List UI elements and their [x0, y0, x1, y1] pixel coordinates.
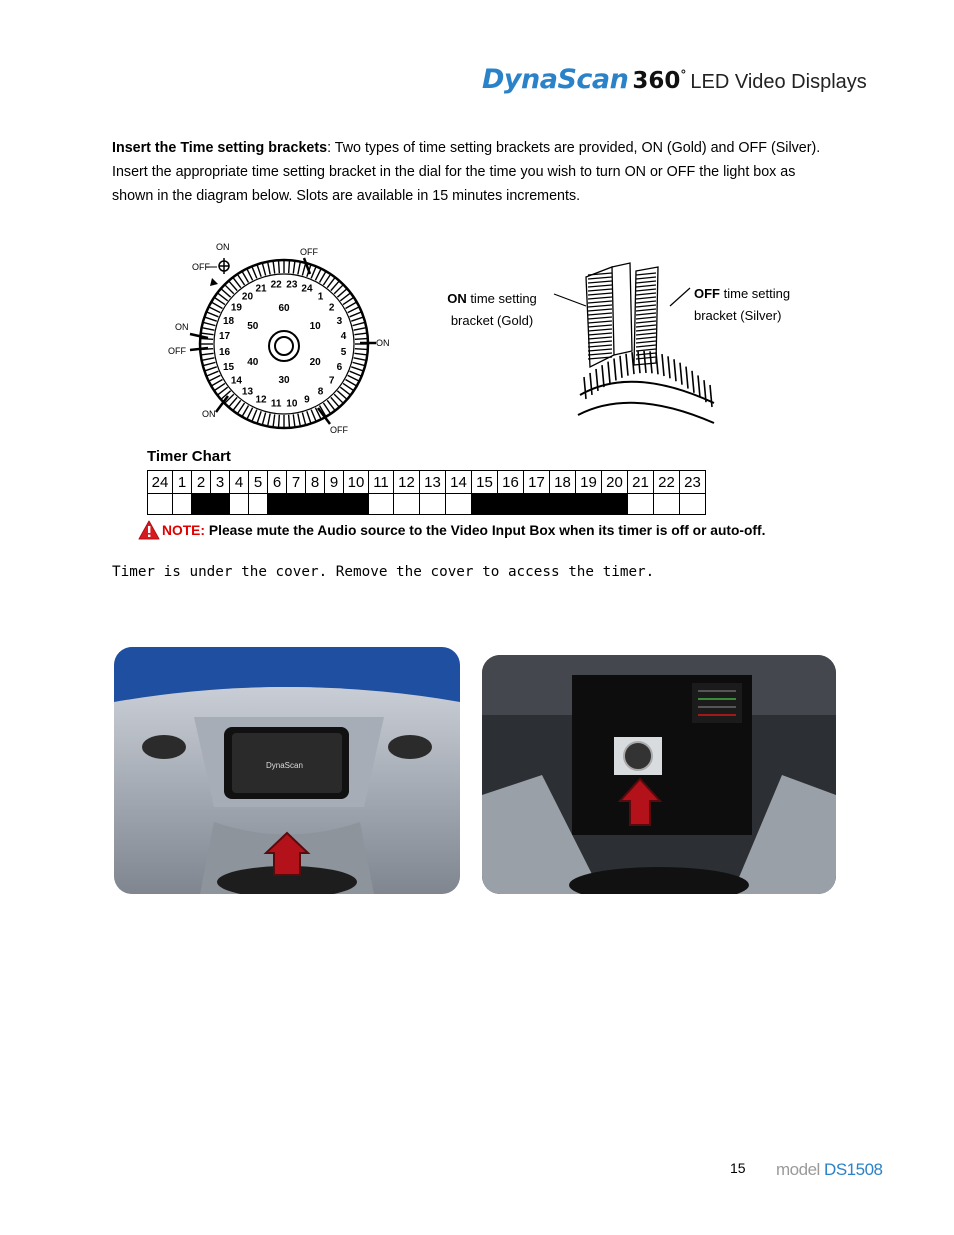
dial-tick [298, 263, 300, 275]
dial-tick [331, 397, 339, 406]
timer-hour-cell: 18 [550, 471, 576, 494]
dial-tick [311, 267, 316, 278]
switch-off-label: OFF [192, 262, 210, 272]
timer-hour-cell: 3 [211, 471, 230, 494]
timer-hour-cell: 10 [344, 471, 369, 494]
dial-tick [289, 415, 290, 427]
dial-hour-number: 6 [336, 361, 343, 373]
dial-tick [210, 375, 221, 380]
dial-tick [279, 261, 280, 273]
dial-tick [337, 391, 346, 399]
dial-tick [268, 263, 270, 275]
switch-on-label: ON [216, 242, 230, 252]
dial-hour-number: 10 [286, 398, 298, 410]
dial-tick [243, 405, 249, 415]
timer-slot-cell[interactable] [369, 494, 394, 515]
dial-tick [343, 383, 353, 390]
dial-tick [233, 400, 240, 410]
dial-tick [252, 410, 257, 421]
dial-tick [215, 298, 225, 305]
dial-hour-number: 7 [328, 375, 335, 387]
timer-hour-cell: 13 [420, 471, 446, 494]
dial-minute-number: 40 [247, 357, 259, 368]
dial-tick [337, 289, 346, 297]
dial-hour-number: 22 [270, 279, 282, 291]
dial-label-on-right: ON [376, 338, 390, 348]
dial-label-off-bottom: OFF [330, 425, 348, 435]
dial-tick [334, 394, 342, 402]
timer-slot-cell[interactable] [268, 494, 287, 515]
dial-tick [229, 282, 237, 291]
timer-hour-cell: 7 [287, 471, 306, 494]
dial-tick [302, 264, 305, 276]
dial-hour-number: 16 [218, 346, 231, 358]
dial-tick [243, 272, 249, 282]
dial-tick [210, 307, 221, 312]
timer-chart-table [147, 470, 706, 515]
timer-hour-cell: 12 [394, 471, 420, 494]
timer-slot-cell[interactable] [148, 494, 173, 515]
dial-tick [268, 414, 270, 426]
dial-tick [354, 328, 366, 330]
dial-tick [293, 262, 295, 274]
timer-slot-cell[interactable] [602, 494, 628, 515]
dial-hour-number: 19 [230, 302, 242, 314]
dial-tick [345, 380, 355, 386]
dial-label-on-left: ON [175, 322, 189, 332]
dial-tick [348, 375, 359, 380]
dial-tick [233, 278, 240, 288]
dial-tick [354, 333, 366, 335]
dial-tick [218, 387, 228, 394]
dial-tick [307, 411, 311, 422]
dial-tick [205, 317, 216, 321]
on-bracket-callout: ON time setting bracket (Gold) [447, 291, 537, 328]
pointer-icon [210, 278, 218, 286]
intro-bold-lead: Insert the Time setting brackets [112, 140, 328, 156]
dial-hour-number: 8 [317, 386, 324, 398]
timer-slot-cell[interactable] [654, 494, 680, 515]
dial-tick [350, 312, 361, 317]
dial-tick [212, 380, 222, 386]
dial-tick [202, 353, 214, 355]
dial-tick [204, 323, 216, 326]
dial-tick [257, 411, 261, 422]
dial-tick [351, 317, 362, 321]
dial-minute-number: 10 [309, 321, 321, 332]
timer-slot-cell[interactable] [394, 494, 420, 515]
timer-slot-cell[interactable] [446, 494, 472, 515]
dial-minute-number: 50 [247, 321, 259, 332]
timer-hours-row [148, 471, 706, 494]
off-bracket-callout: OFF time setting bracket (Silver) [694, 286, 791, 323]
timer-hour-cell: 2 [192, 471, 211, 494]
dial-tick [229, 397, 237, 406]
dial-hour-number: 15 [223, 361, 235, 373]
dial-tick [247, 270, 252, 281]
warning-icon [138, 520, 160, 540]
timer-hour-cell: 23 [680, 471, 706, 494]
timer-slot-cell[interactable] [249, 494, 268, 515]
timer-hour-cell: 24 [148, 471, 173, 494]
dial-tick [202, 333, 214, 335]
dial-tick [348, 307, 359, 312]
timer-hour-cell: 16 [498, 471, 524, 494]
dial-hour-number: 4 [340, 331, 347, 343]
timer-slot-cell[interactable] [576, 494, 602, 515]
dial-hour-number: 21 [255, 283, 267, 295]
note-line [138, 520, 765, 540]
timer-slot-cell[interactable] [192, 494, 211, 515]
dial-tick [238, 275, 245, 285]
dial-tick [320, 272, 326, 282]
timer-hour-cell: 4 [230, 471, 249, 494]
dial-tick [327, 278, 334, 288]
dial-tick [205, 367, 216, 371]
input-box-logo: DynaScan [266, 761, 303, 770]
dial-hour-number: 1 [317, 291, 324, 303]
dial-tick [263, 264, 266, 276]
dial-tick [334, 285, 342, 293]
dial-tick [273, 262, 275, 274]
dial-tick [315, 270, 320, 281]
dial-tick [327, 400, 334, 410]
dial-minute-number: 30 [278, 375, 290, 386]
dial-tick [203, 358, 215, 360]
timer-slot-cell[interactable] [524, 494, 550, 515]
dial-tick [238, 403, 245, 413]
dial-tick [218, 293, 228, 300]
timer-hour-cell: 20 [602, 471, 628, 494]
dial-minute-number: 20 [309, 357, 321, 368]
note-label: NOTE: [162, 522, 205, 538]
intro-paragraph [112, 136, 832, 208]
timer-hour-cell: 19 [576, 471, 602, 494]
timer-hour-cell: 9 [325, 471, 344, 494]
dial-tick [247, 408, 252, 419]
dial-tick [263, 413, 266, 425]
dial-tick [350, 371, 361, 376]
dial-tick [222, 289, 231, 297]
timer-chart-title: Timer Chart [147, 448, 231, 465]
dial-tick [204, 362, 216, 365]
timer-description: Timer is under the cover. Remove the cover to access the timer. [112, 564, 655, 580]
page-number: 15 [730, 1160, 746, 1176]
photo-timer-view [482, 655, 836, 894]
timer-slot-cell[interactable] [628, 494, 654, 515]
dial-tick [293, 414, 295, 426]
dial-tick [331, 282, 339, 291]
dial-hour-number: 12 [255, 394, 267, 406]
dial-tick [355, 339, 367, 340]
timer-slot-cell[interactable] [325, 494, 344, 515]
timer-slot-cell[interactable] [550, 494, 576, 515]
dial-tick [354, 353, 366, 355]
dial-tick [353, 323, 365, 326]
dial-tick [340, 293, 350, 300]
timer-marks-row [148, 494, 706, 515]
note-text: Please mute the Audio source to the Video Input Box when its timer is off or auto-off. [208, 522, 766, 538]
dial-tick [203, 328, 215, 330]
timer-slot-cell[interactable] [230, 494, 249, 515]
dial-tick [355, 349, 367, 350]
timer-hour-cell: 22 [654, 471, 680, 494]
photo-cover-view [114, 647, 460, 894]
timer-slot-cell[interactable] [306, 494, 325, 515]
timer-hour-cell: 11 [369, 471, 394, 494]
timer-hour-cell: 15 [472, 471, 498, 494]
dial-tick [323, 275, 330, 285]
timer-hour-cell: 8 [306, 471, 325, 494]
dial-tick [225, 285, 233, 293]
timer-hour-cell: 1 [173, 471, 192, 494]
dial-tick [311, 410, 316, 421]
timer-slot-cell[interactable] [287, 494, 306, 515]
timer-hour-cell: 6 [268, 471, 287, 494]
dial-tick [353, 362, 365, 365]
dial-hour-number: 5 [340, 346, 347, 358]
dial-tick [343, 298, 353, 305]
dial-hour-number: 9 [304, 394, 310, 406]
timer-slot-cell[interactable] [420, 494, 446, 515]
timer-slot-cell[interactable] [344, 494, 369, 515]
dial-hour-number: 13 [241, 386, 254, 398]
dial-hour-number: 17 [218, 331, 231, 343]
dial-hub [269, 331, 299, 361]
dial-hour-number: 18 [223, 316, 235, 328]
timer-slot-cell[interactable] [498, 494, 524, 515]
brand-360: 360° [632, 68, 687, 94]
dial-tick [252, 267, 257, 278]
header-logo [482, 64, 867, 98]
intro-text: : Two types of time setting brackets are provided, ON (Gold) and OFF (Silver). Insert the appropriate time setting bracket in the dial for the time you wish to turn ON or OFF the light box as shown in the diagram below. Slots are available in 15 minutes increments. [112, 140, 821, 204]
timer-dial-diagram [160, 236, 410, 442]
timer-hour-cell: 14 [446, 471, 472, 494]
dial-label-off-top: OFF [300, 247, 318, 257]
brand-tagline: LED Video Displays [690, 71, 867, 93]
model-label: model DS1508 [776, 1160, 883, 1179]
dial-tick [212, 303, 222, 309]
dial-tick [207, 312, 218, 317]
dial-hour-number: 20 [241, 291, 254, 303]
dial-tick [215, 383, 225, 390]
dial-hour-number: 23 [286, 279, 298, 291]
brand-name: DynaScan [482, 64, 629, 95]
dial-tick [351, 367, 362, 371]
dial-tick [323, 403, 330, 413]
dial-hour-number: 11 [270, 398, 282, 410]
dial-tick [345, 303, 355, 309]
timer-hour-cell: 21 [628, 471, 654, 494]
dial-tick [302, 413, 305, 425]
dial-tick [279, 415, 280, 427]
timer-hour-cell: 5 [249, 471, 268, 494]
timer-hour-cell: 17 [524, 471, 550, 494]
dial-minute-number: 60 [278, 303, 290, 314]
dial-tick [257, 265, 261, 276]
dial-hour-number: 14 [230, 375, 242, 387]
dial-label-off-left: OFF [168, 346, 186, 356]
callout-lines [548, 282, 698, 312]
dial-tick [340, 387, 350, 394]
timer-slot-cell[interactable] [680, 494, 706, 515]
dial-tick [289, 261, 290, 273]
dial-hour-number: 2 [328, 302, 335, 314]
dial-tick [298, 414, 300, 426]
dial-tick [354, 358, 366, 360]
timer-slot-cell[interactable] [211, 494, 230, 515]
dial-hour-number: 24 [301, 283, 313, 295]
dial-hour-number: 3 [336, 316, 343, 328]
timer-slot-cell[interactable] [472, 494, 498, 515]
dial-label-on-bottom: ON [202, 409, 216, 419]
dial-tick [273, 414, 275, 426]
timer-slot-cell[interactable] [173, 494, 192, 515]
dial-tick [207, 371, 218, 376]
